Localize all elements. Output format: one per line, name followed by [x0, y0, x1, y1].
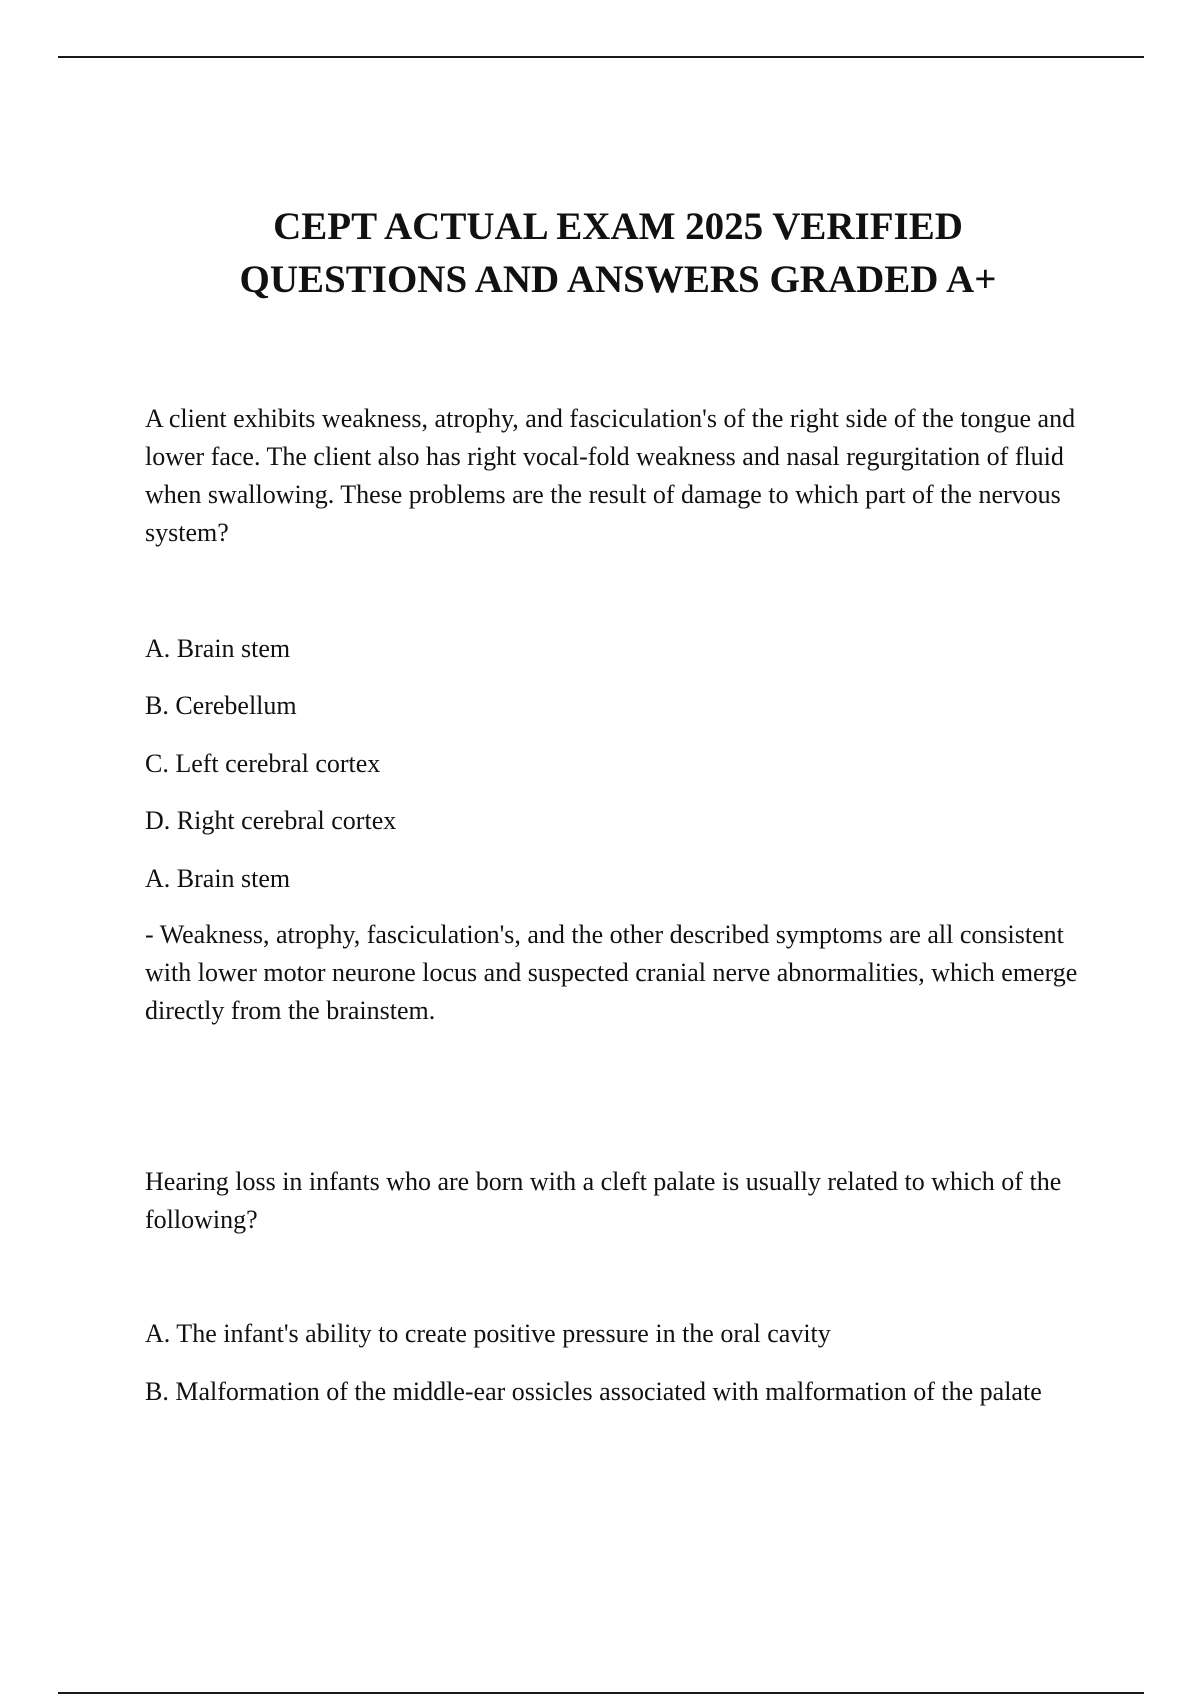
- option-text: A. Brain stem: [145, 634, 291, 663]
- rationale-text: - Weakness, atrophy, fasciculation's, and the other described symptoms are all consistent with lower motor neurone locus and suspected cranial nerve abnormalities, which emerge directly from the brainstem.: [145, 920, 1078, 1025]
- question-1-option-a: [145, 630, 1105, 668]
- document-title: [0, 200, 1200, 306]
- option-text: D. Right cerebral cortex: [145, 806, 397, 835]
- option-text: A. The infant's ability to create positive pressure in the oral cavity: [145, 1319, 831, 1348]
- question-1-option-b: [145, 687, 1105, 725]
- option-text: C. Left cerebral cortex: [145, 749, 381, 778]
- title-line-1: CEPT ACTUAL EXAM 2025 VERIFIED: [273, 205, 963, 248]
- question-2-option-b: [145, 1373, 1105, 1411]
- question-2-option-a: [145, 1315, 1105, 1353]
- top-rule: [58, 56, 1144, 58]
- option-text: B. Malformation of the middle-ear ossicles associated with malformation of the palate: [145, 1377, 1042, 1406]
- title-line-2: QUESTIONS AND ANSWERS GRADED A+: [239, 258, 997, 301]
- question-prompt: Hearing loss in infants who are born with a cleft palate is usually related to which of the following?: [145, 1167, 1062, 1234]
- bottom-rule: [58, 1692, 1144, 1694]
- question-2-prompt: [145, 1163, 1105, 1239]
- question-1-option-c: [145, 745, 1105, 783]
- question-1-prompt: [145, 400, 1105, 552]
- question-1-option-d: [145, 802, 1105, 840]
- answer-text: A. Brain stem: [145, 864, 291, 893]
- question-1-answer: [145, 860, 1105, 898]
- question-prompt: A client exhibits weakness, atrophy, and fasciculation's of the right side of the tongue and lower face. The client also has right vocal-fold weakness and nasal regurgitation of fluid when swallowing. These problems are the result of damage to which part of the nervous system?: [145, 404, 1076, 547]
- question-1-rationale: [145, 916, 1105, 1030]
- option-text: B. Cerebellum: [145, 691, 297, 720]
